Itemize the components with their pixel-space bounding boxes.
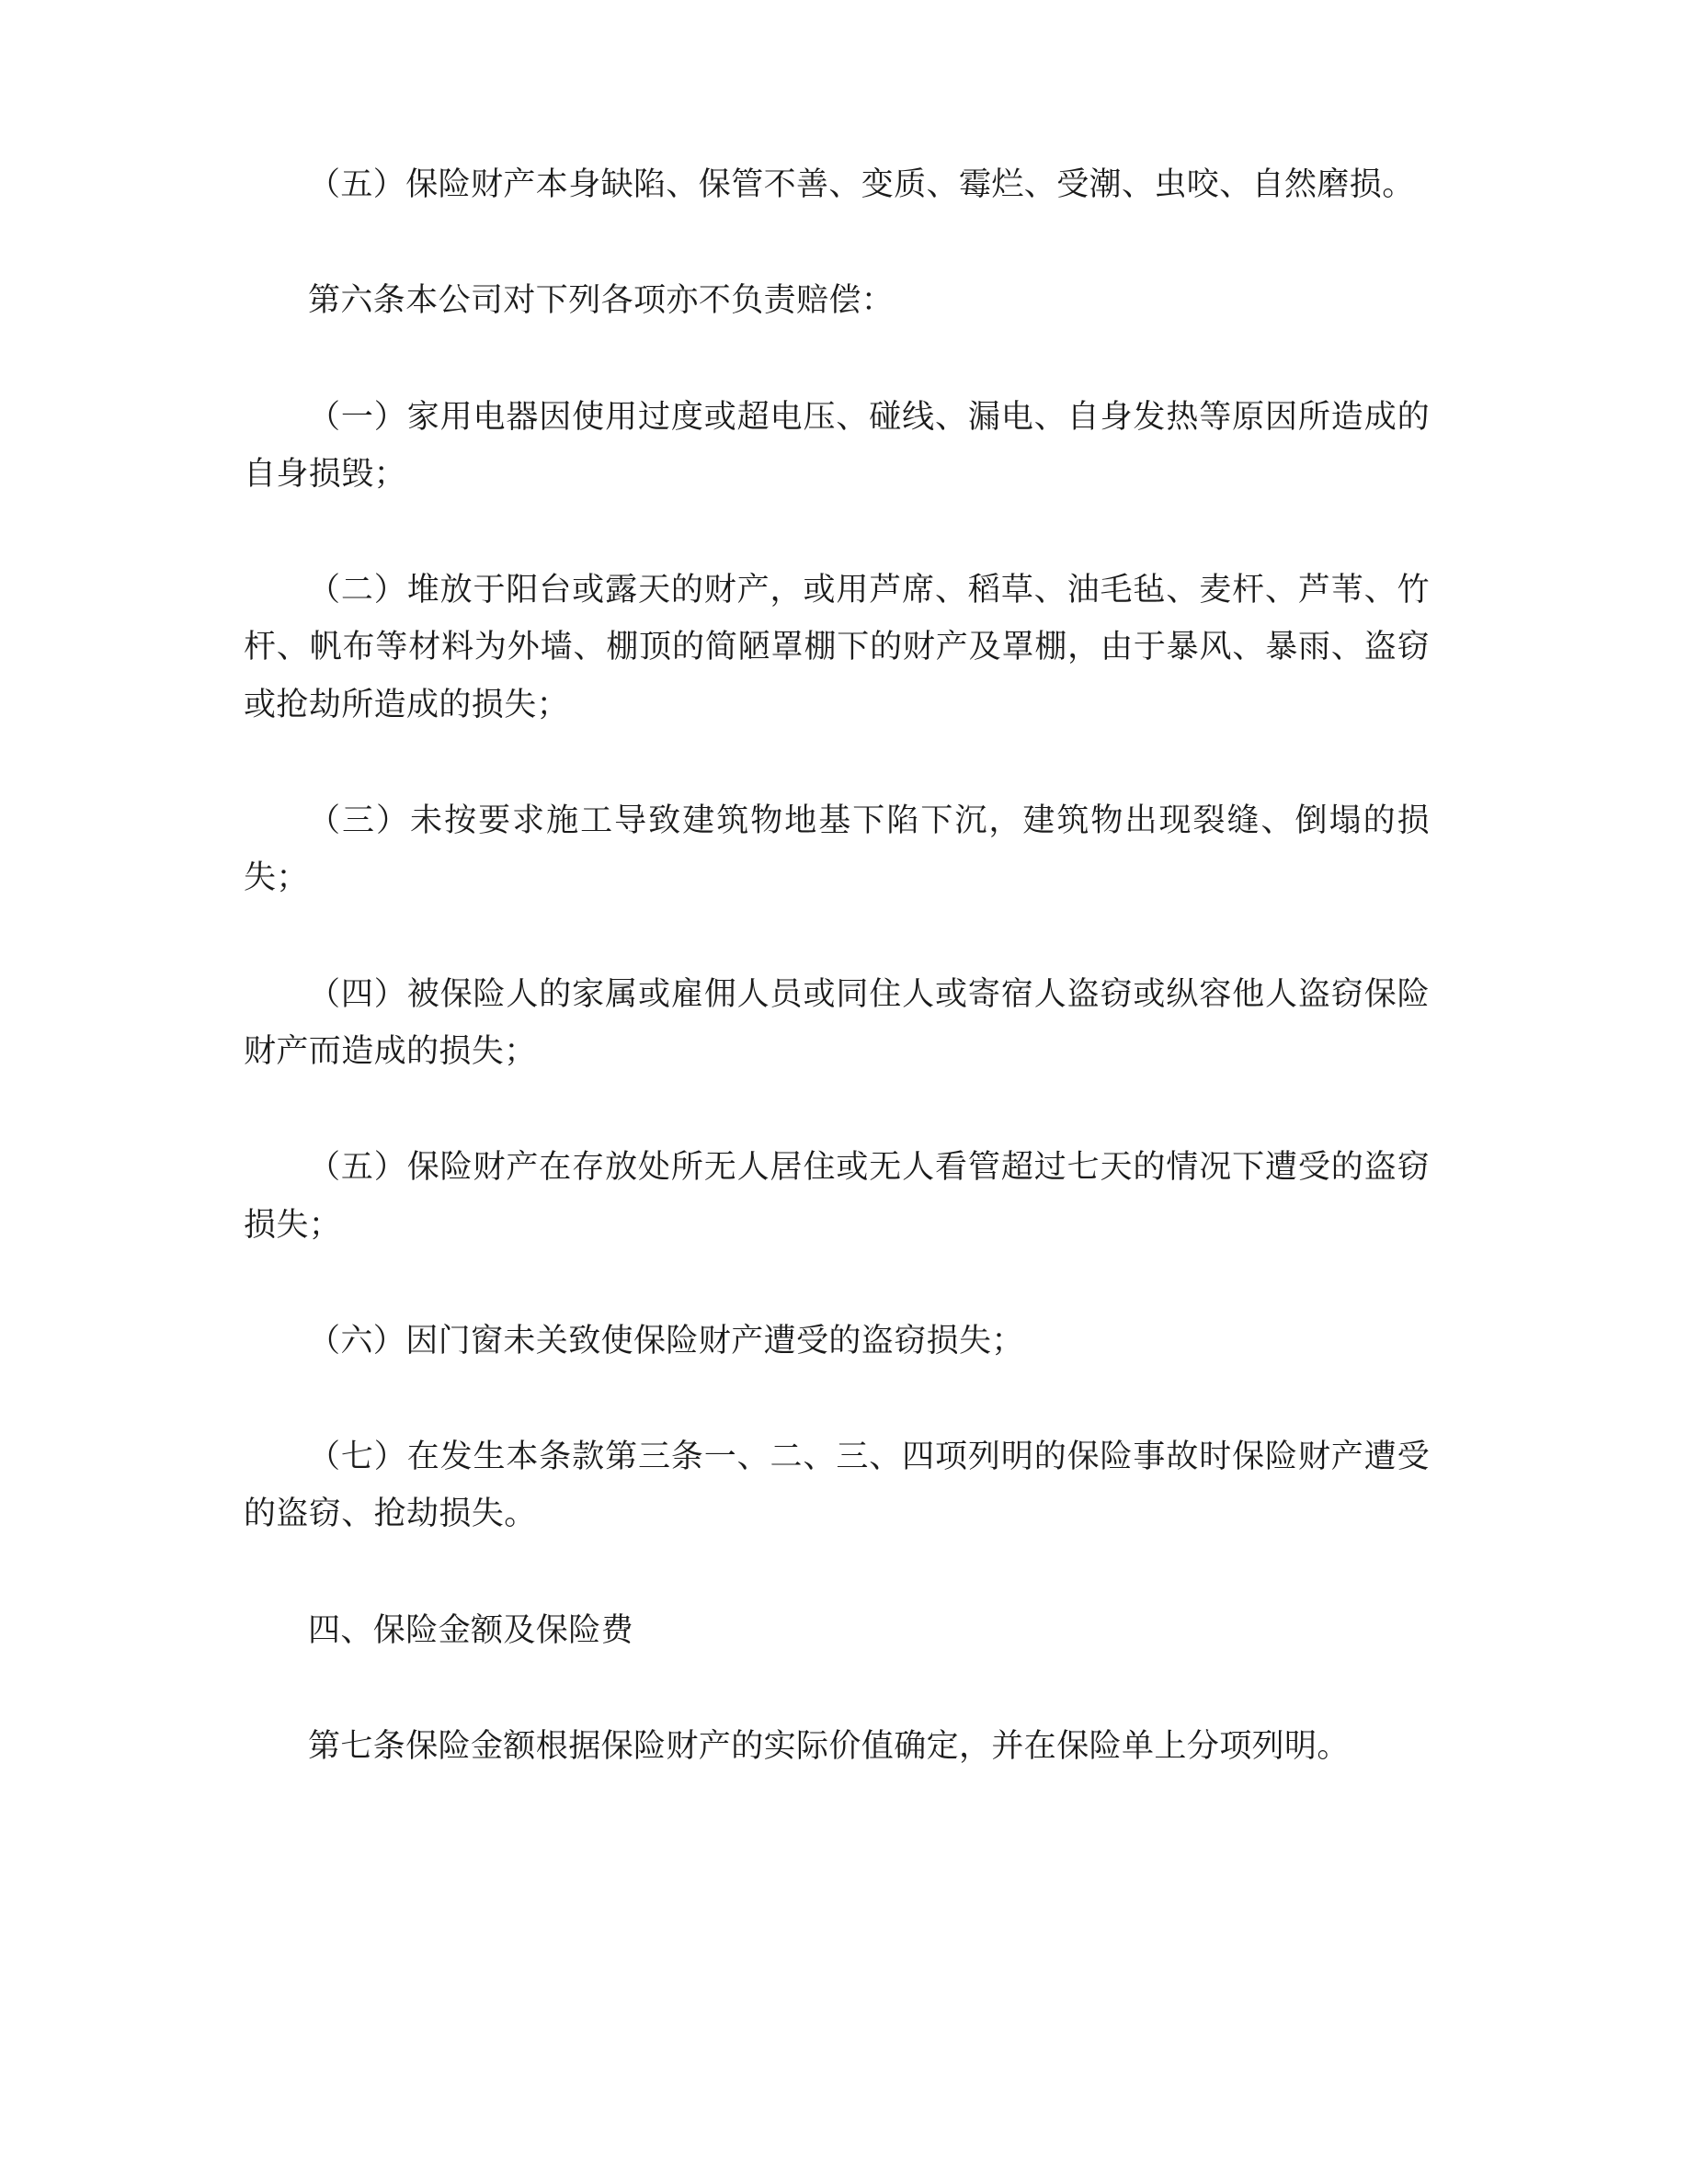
paragraph-item-five: （五）保险财产在存放处所无人居住或无人看管超过七天的情况下遭受的盗窃损失； (244, 1149, 1430, 1243)
document-body (244, 156, 1430, 1775)
paragraph-article-seven: 第七条保险金额根据保险财产的实际价值确定，并在保险单上分项列明。 (308, 1728, 1350, 1765)
paragraph-article-six-intro: 第六条本公司对下列各项亦不负责赔偿： (308, 282, 895, 319)
paragraph-item-four: （四）被保险人的家属或雇佣人员或同住人或寄宿人盗窃或纵容他人盗窃保险财产而造成的损失； (244, 975, 1430, 1069)
paragraph-item-six: （六）因门窗未关致使保险财产遭受的盗窃损失； (308, 1322, 1024, 1359)
paragraph-item-three: （三）未按要求施工导致建筑物地基下陷下沉，建筑物出现裂缝、倒塌的损失； (244, 802, 1430, 896)
paragraph-exclusion-five: （五）保险财产本身缺陷、保管不善、变质、霉烂、受潮、虫咬、自然磨损。 (308, 166, 1415, 202)
paragraph-item-seven: （七）在发生本条款第三条一、二、三、四项列明的保险事故时保险财产遭受的盗窃、抢劫损失。 (244, 1439, 1430, 1532)
paragraph-item-two: （二）堆放于阳台或露天的财产，或用芦席、稻草、油毛毡、麦杆、芦苇、竹杆、帆布等材料为外墙、棚顶的简陋罩棚下的财产及罩棚，由于暴风、暴雨、盗窃或抢劫所造成的损失； (244, 572, 1430, 722)
paragraph-item-one: （一）家用电器因使用过度或超电压、碰线、漏电、自身发热等原因所造成的自身损毁； (244, 398, 1430, 492)
section-heading-four: 四、保险金额及保险费 (308, 1611, 634, 1648)
